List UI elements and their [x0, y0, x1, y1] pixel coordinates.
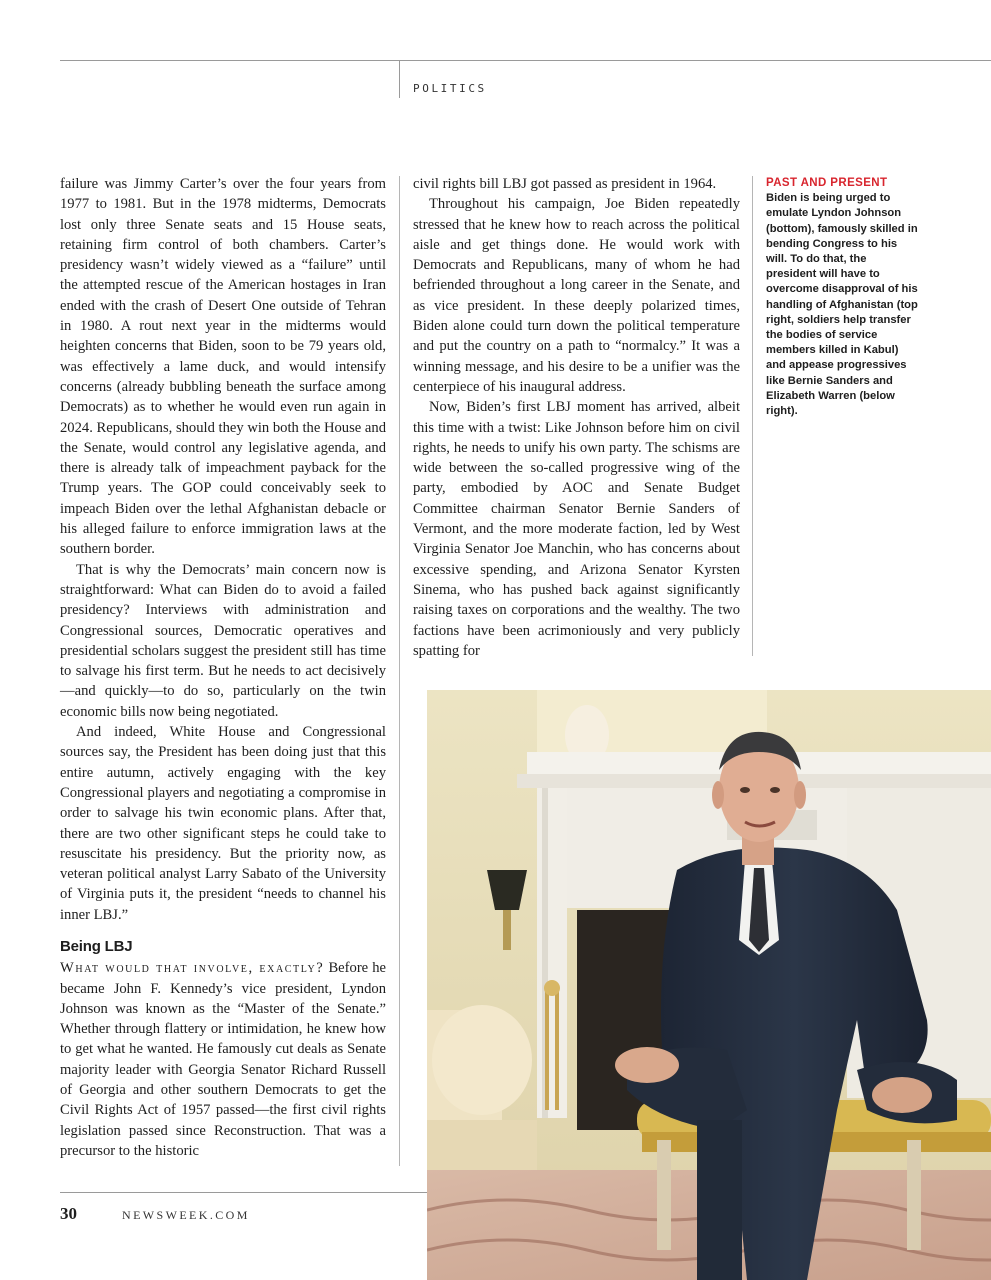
subheading: Being LBJ — [60, 937, 133, 955]
page-number: 30 — [60, 1204, 77, 1223]
paragraph — [60, 958, 386, 1161]
lbj-portrait-photo — [427, 690, 991, 1280]
caption-text: Biden is being urged to emulate Lyndon Johnson (bottom), famously skilled in bending Congress to his will. To do that, the president will have to overcome disapproval of his handling of Afghanistan (top right, soldiers help transfer the bodies of service members killed in Kabul) and appease progressives like Bernie Sanders and Elizabeth Warren (below right). — [766, 192, 918, 418]
column-divider — [752, 176, 753, 656]
article-column-2 — [413, 174, 740, 661]
lead-in: What would that involve, exactly? — [60, 960, 325, 977]
footer-rule — [60, 1192, 427, 1193]
column-divider — [399, 176, 400, 1166]
paragraph: failure was Jimmy Carter’s over the four years from 1977 to 1981. But in the 1978 midterms, Democrats lost only three Senate seats and 15 House seats, retaining firm control of both chambers. Carter’s presidency wasn’t widely viewed as a “failure” until the attempted rescue of the American hostages in Iran ended with the crash of Desert One outside of Tehran in 1980. A rout next year in the midterms would heighten concerns that Biden, soon to be 79 years old, was effectively a lame duck, and would intensify concerns (already bubbling beneath the surface among Democrats) as to whether he would even run again in 2024. Republicans, should they win both the House and the Senate, would control any legislative agenda, and there is already talk of impeachment payback for the Trump years. The GOP could conceivably seek to impeach Biden over the lethal Afghanistan debacle or his alleged failure to enforce immigration laws at the southern border. — [60, 176, 386, 558]
header-rule — [60, 60, 991, 61]
photo-illustration — [427, 690, 991, 1280]
section-label: POLITICS — [413, 82, 487, 95]
header-divider — [399, 60, 400, 98]
paragraph: And indeed, White House and Congressional sources say, the President has been doing just that this entire autumn, actively engaging with the key Congressional players and negotiating a compromise in order to salvage his twin economic plans. After that, there are two other significant steps he could take to resuscitate his presidency. But the priority now, as veteran political analyst Larry Sabato of the University of Virginia puts it, the president “needs to channel his inner LBJ.” — [60, 724, 386, 923]
caption-heading: PAST AND PRESENT — [766, 177, 888, 189]
article-column-1 — [60, 174, 386, 1161]
paragraph: That is why the Democrats’ main concern now is straightforward: What can Biden do to avoid a failed presidency? Interviews with administration and Congressional sources, Democratic operatives and presidential scholars suggest the president still has time to salvage his first term. But he needs to act decisively—and quickly—to do so, particularly on the twin economic bills now being negotiated. — [60, 561, 386, 720]
publication-name: NEWSWEEK.COM — [122, 1208, 250, 1222]
paragraph-text: Before he became John F. Kennedy’s vice president, Lyndon Johnson was known as the “Master of the Senate.” Whether through flattery or intimidation, he knew how to get what he wanted. He famously cut deals as Senate majority leader with Georgia Senator Richard Russell of Georgia and other southern Democrats to get the Civil Rights Act of 1957 passed—the first civil rights legislation passed since Reconstruction. That was a precursor to the historic — [60, 960, 386, 1159]
paragraph: civil rights bill LBJ got passed as president in 1964. — [413, 176, 717, 192]
photo-caption — [766, 176, 918, 419]
paragraph: Throughout his campaign, Joe Biden repeatedly stressed that he knew how to reach across the political aisle and get things done. He would work with Democrats and Republicans, many of whom he had befriended throughout a long career in the Senate, and as vice president. In these deeply polarized times, Biden alone could turn down the political temperature and put the country on a path to “normalcy.” It was a winning message, and his desire to be a unifier was the centerpiece of his inaugural address. — [413, 196, 740, 395]
paragraph: Now, Biden’s first LBJ moment has arrived, albeit this time with a twist: Like Johnson before him on civil rights, he needs to unify his own party. The schisms are wide between the so-called progressive wing of the party, embodied by AOC and Senate Budget Committee chairman Senator Bernie Sanders of Vermont, and the more moderate faction, led by West Virginia Senator Joe Manchin, who has concerns about excessive spending, and Arizona Senator Kyrsten Sinema, who has pushed back against significantly raising taxes on corporations and the wealthy. The two factions have been acrimoniously and very publicly spatting for — [413, 399, 740, 659]
